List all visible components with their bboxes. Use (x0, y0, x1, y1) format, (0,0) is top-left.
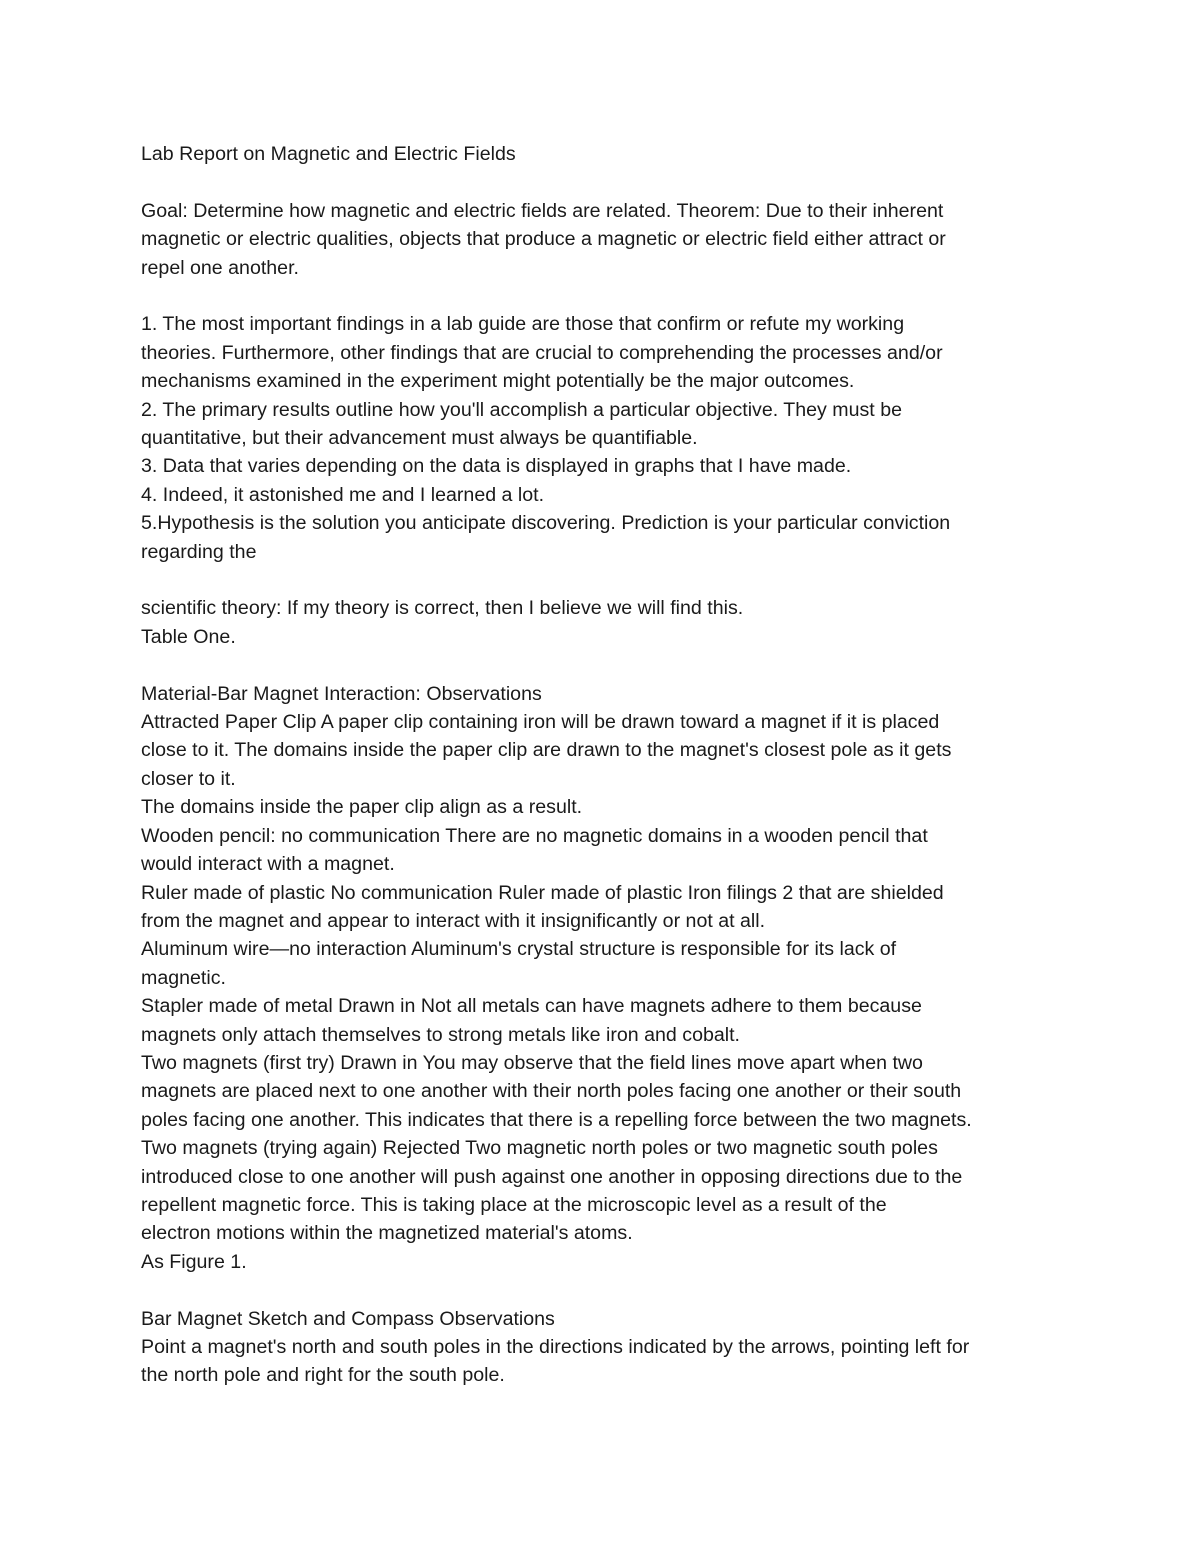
text-line: Wooden pencil: no communication There are no magnetic domains in a wooden pencil that (141, 824, 928, 847)
text-line: Point a magnet's north and south poles in the directions indicated by the arrows, pointing left for (141, 1335, 970, 1358)
figure-caption: As Figure 1. (141, 1250, 247, 1273)
intro-paragraph (141, 197, 1071, 282)
theory-paragraph (141, 594, 1071, 651)
text-line: 5.Hypothesis is the solution you anticipate discovering. Prediction is your particular conviction (141, 512, 951, 535)
text-line: regarding the (141, 540, 257, 563)
text-line: the north pole and right for the south pole. (141, 1364, 505, 1387)
text-line: Attracted Paper Clip A paper clip containing iron will be drawn toward a magnet if it is placed (141, 711, 940, 734)
text-line: 2. The primary results outline how you'll accomplish a particular objective. They must be (141, 398, 902, 421)
findings-list (141, 310, 1071, 566)
text-line: would interact with a magnet. (141, 853, 395, 876)
section-heading: Bar Magnet Sketch and Compass Observations (141, 1307, 555, 1330)
text-line: close to it. The domains inside the paper clip are drawn to the magnet's closest pole as it gets (141, 739, 952, 762)
text-line: magnets are placed next to one another with their north poles facing one another or their south (141, 1080, 962, 1103)
text-line: magnetic. (141, 966, 226, 989)
text-line: repel one another. (141, 256, 299, 279)
text-line: 3. Data that varies depending on the data is displayed in graphs that I have made. (141, 455, 852, 478)
section-heading: Material-Bar Magnet Interaction: Observations (141, 682, 542, 705)
compass-section (141, 1305, 1071, 1390)
table-caption: Table One. (141, 625, 236, 648)
observations-section (141, 680, 1071, 1277)
text-line: closer to it. (141, 767, 236, 790)
text-line: mechanisms examined in the experiment might potentially be the major outcomes. (141, 370, 855, 393)
text-line: Two magnets (trying again) Rejected Two magnetic north poles or two magnetic south poles (141, 1137, 938, 1160)
text-line: Two magnets (first try) Drawn in You may observe that the field lines move apart when two (141, 1051, 923, 1074)
text-line: introduced close to one another will push against one another in opposing directions due to the (141, 1165, 963, 1188)
text-line: from the magnet and appear to interact with it insignificantly or not at all. (141, 909, 766, 932)
spacer (141, 651, 1071, 679)
text-line: theories. Furthermore, other findings that are crucial to comprehending the processes and/or (141, 341, 943, 364)
text-line: magnetic or electric qualities, objects that produce a magnetic or electric field either attract or (141, 228, 946, 251)
text-line: 1. The most important findings in a lab guide are those that confirm or refute my working (141, 313, 905, 336)
text-line: magnets only attach themselves to strong metals like iron and cobalt. (141, 1023, 741, 1046)
text-line: Ruler made of plastic No communication Ruler made of plastic Iron filings 2 that are shielded (141, 881, 944, 904)
text-line: Stapler made of metal Drawn in Not all metals can have magnets adhere to them because (141, 995, 922, 1018)
text-line: poles facing one another. This indicates that there is a repelling force between the two magnets. (141, 1108, 972, 1131)
spacer (141, 566, 1071, 594)
spacer (141, 282, 1071, 310)
text-line: repellent magnetic force. This is taking place at the microscopic level as a result of the (141, 1193, 887, 1216)
text-line: The domains inside the paper clip align as a result. (141, 796, 583, 819)
text-line: scientific theory: If my theory is correct, then I believe we will find this. (141, 597, 744, 620)
text-line: electron motions within the magnetized material's atoms. (141, 1222, 633, 1245)
text-line: Aluminum wire—no interaction Aluminum's crystal structure is responsible for its lack of (141, 938, 897, 961)
document-title: Lab Report on Magnetic and Electric Fields (141, 143, 516, 165)
spacer (141, 1276, 1071, 1304)
text-line: Goal: Determine how magnetic and electric fields are related. Theorem: Due to their inherent (141, 199, 944, 222)
document-page (141, 140, 1071, 1390)
spacer (141, 168, 1071, 196)
text-line: 4. Indeed, it astonished me and I learned a lot. (141, 483, 545, 506)
text-line: quantitative, but their advancement must always be quantifiable. (141, 427, 698, 450)
